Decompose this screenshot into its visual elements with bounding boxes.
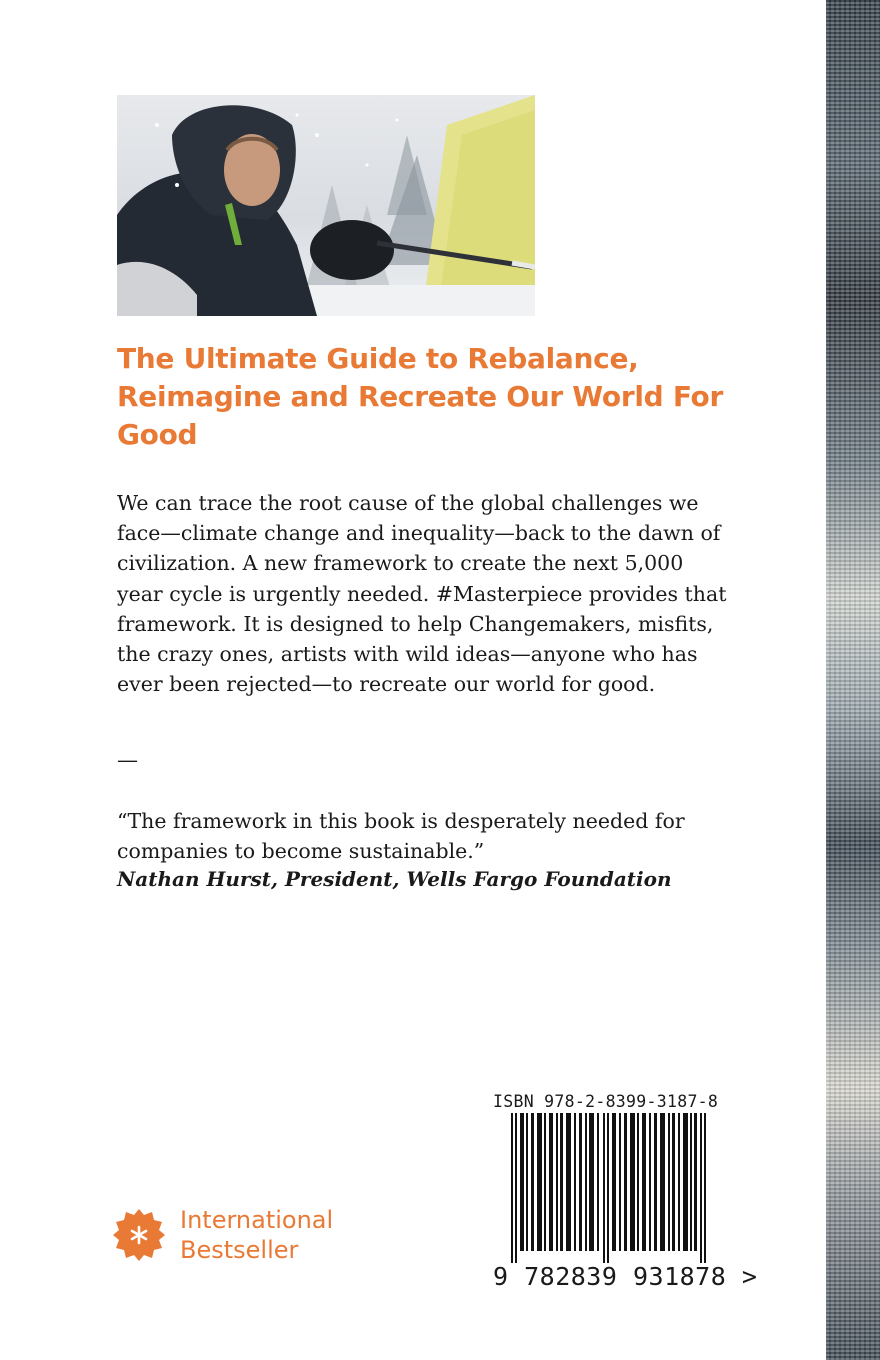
barcode-bars [493, 1113, 743, 1263]
bestseller-label-line2: Bestseller [180, 1236, 299, 1264]
isbn-label: ISBN 978-2-8399-3187-8 [493, 1092, 719, 1111]
bestseller-label [180, 1205, 333, 1265]
barcode-digits: 9 782839 931878 > [493, 1262, 758, 1291]
bestseller-label-line1: International [180, 1206, 334, 1234]
book-description: We can trace the root cause of the global challenges we face—climate change and inequality—back to the dawn of civilization. A new framework to create the next 5,000 year cycle is urgently needed. #Masterpiece provides that framework. It is designed to help Changemakers, misfits, the crazy ones, artists with wild ideas—anyone who has ever been rejected—to recreate our world for good. [117, 491, 727, 697]
endorsement-attribution: Nathan Hurst, President, Wells Fargo Foundation [117, 867, 672, 891]
endorsement-quote: “The framework in this book is desperately needed for companies to become sustainable.” [117, 809, 685, 863]
author-photo [117, 95, 535, 316]
spine-texture [826, 0, 880, 1360]
headline: The Ultimate Guide to Rebalance, Reimagine and Recreate Our World For Good [117, 342, 723, 451]
author-painting-in-snow-image [117, 95, 535, 316]
asterisk-badge-icon [111, 1207, 167, 1263]
section-separator: — [117, 748, 138, 772]
